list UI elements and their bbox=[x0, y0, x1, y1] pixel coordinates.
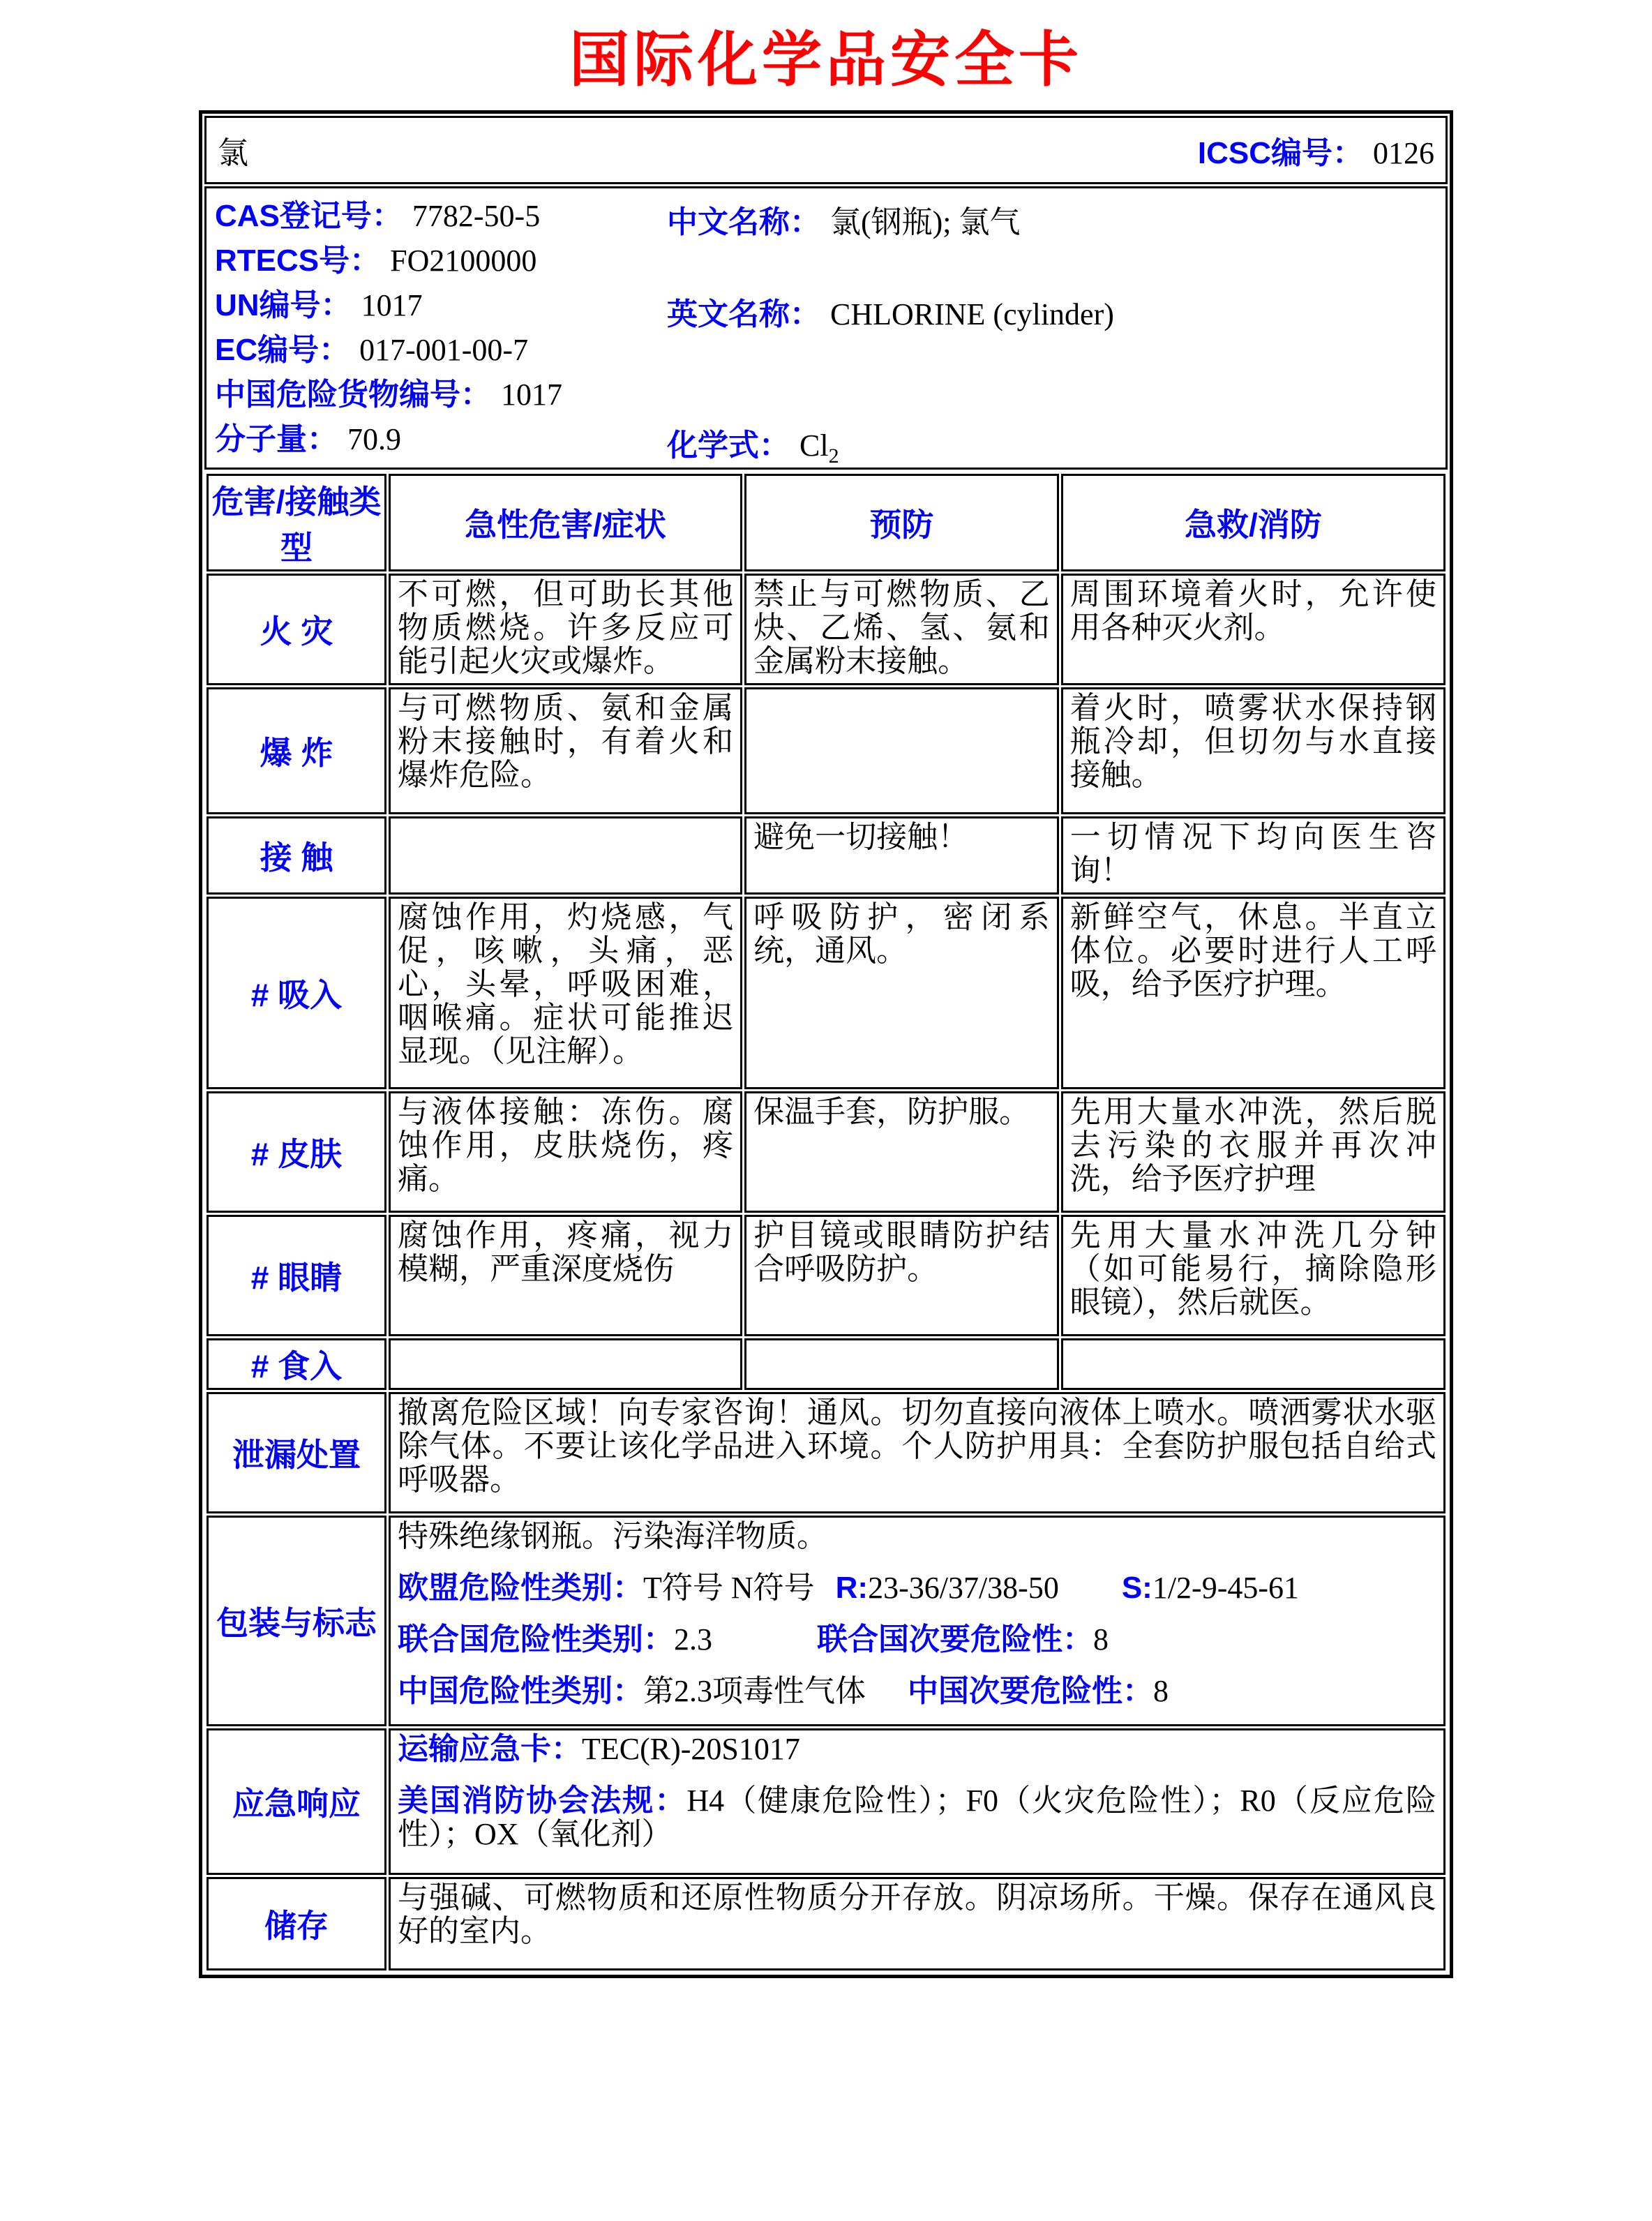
storage-row bbox=[206, 1877, 1446, 1971]
eyes-symptoms-cell: 腐蚀作用，疼痛，视力模糊，严重深度烧伤 bbox=[389, 1215, 742, 1336]
ingestion-row-label: # 食入 bbox=[206, 1338, 386, 1390]
cas-number-label: CAS登记号： bbox=[215, 199, 403, 233]
skin-row bbox=[206, 1091, 1446, 1213]
packaging-row bbox=[206, 1516, 1446, 1726]
eyes-row-label: # 眼睛 bbox=[206, 1215, 386, 1336]
china-subsidiary-risk-value: 8 bbox=[1152, 1674, 1169, 1708]
fire-row-label: 火 灾 bbox=[206, 574, 386, 685]
english-name-value: CHLORINE (cylinder) bbox=[830, 297, 1114, 331]
skin-response-cell: 先用大量水冲洗，然后脱去污染的衣服并再次冲洗，给予医疗护理 bbox=[1061, 1091, 1446, 1213]
explosion-response-cell: 着火时，喷雾状水保持钢瓶冷却，但切勿与水直接接触。 bbox=[1061, 687, 1446, 814]
formula-subscript: 2 bbox=[828, 444, 839, 468]
nfpa-code-line bbox=[398, 1784, 1436, 1851]
fire-response-cell: 周围环境着火时，允许使用各种灭火剂。 bbox=[1061, 574, 1446, 685]
rtecs-number-value: FO2100000 bbox=[390, 244, 537, 278]
icsc-number-box bbox=[1198, 128, 1434, 172]
fire-symptoms-cell: 不可燃，但可助长其他物质燃烧。许多反应可能引起火灾或爆炸。 bbox=[389, 574, 742, 685]
transport-emergency-card-line bbox=[398, 1733, 1436, 1766]
chemical-formula-line bbox=[667, 420, 839, 468]
explosion-row-label: 爆 炸 bbox=[206, 687, 386, 814]
header-hazard-type: 危害/接触类型 bbox=[206, 474, 386, 571]
chinese-name-line bbox=[667, 197, 1021, 241]
ec-number-label: EC编号： bbox=[215, 333, 350, 367]
packaging-line-cylinder: 特殊绝缘钢瓶。污染海洋物质。 bbox=[397, 1519, 827, 1553]
nfpa-code-value: H4（健康危险性）；F0（火灾危险性）；R0（反应危险性）；OX（氧化剂） bbox=[397, 1783, 1437, 1851]
un-number-value: 1017 bbox=[361, 288, 423, 322]
packaging-row-label: 包装与标志 bbox=[206, 1516, 386, 1726]
icsc-number-value: 0126 bbox=[1373, 136, 1434, 170]
r-phrases-label: R: bbox=[835, 1571, 869, 1605]
spill-row-label: 泄漏处置 bbox=[206, 1392, 386, 1513]
header-acute-symptoms: 急性危害/症状 bbox=[389, 474, 742, 571]
emergency-response-row bbox=[206, 1728, 1446, 1875]
s-phrases-value: 1/2-9-45-61 bbox=[1152, 1571, 1300, 1605]
china-dangerous-goods-number-label: 中国危险货物编号： bbox=[215, 377, 491, 412]
hazard-header-row bbox=[206, 474, 1446, 571]
spill-row bbox=[206, 1392, 1446, 1513]
china-dangerous-goods-number-value: 1017 bbox=[501, 377, 562, 412]
header-prevention: 预防 bbox=[744, 474, 1059, 571]
ec-number-value: 017-001-00-7 bbox=[359, 333, 529, 367]
china-hazard-class-label: 中国危险性类别： bbox=[397, 1674, 643, 1708]
page-title: 国际化学品安全卡 bbox=[569, 27, 1083, 94]
eu-hazard-symbols: T符号 N符号 bbox=[643, 1571, 815, 1605]
explosion-symptoms-cell: 与可燃物质、氨和金属粉末接触时，有着火和爆炸危险。 bbox=[389, 687, 742, 814]
molecular-weight-label: 分子量： bbox=[215, 422, 338, 456]
fire-prevention-cell: 禁止与可燃物质、乙炔、乙烯、氢、氨和金属粉末接触。 bbox=[744, 574, 1059, 685]
china-dangerous-goods-number-line bbox=[215, 373, 1437, 417]
english-name-line bbox=[667, 289, 1114, 334]
chemical-formula-label: 化学式： bbox=[667, 428, 790, 463]
header-first-aid-fire: 急救/消防 bbox=[1061, 474, 1446, 571]
spill-text-cell: 撤离危险区域！向专家咨询！通风。切勿直接向液体上喷水。喷洒雾状水驱除气体。不要让该化学品进入环境。个人防护用具：全套防护服包括自给式呼吸器。 bbox=[389, 1392, 1446, 1513]
ec-number-line bbox=[215, 328, 1437, 373]
contact-response-cell: 一切情况下均向医生咨询！ bbox=[1061, 816, 1446, 895]
explosion-row bbox=[206, 687, 1446, 814]
cas-number-value: 7782-50-5 bbox=[412, 199, 541, 233]
inhalation-row-label: # 吸入 bbox=[206, 897, 386, 1089]
ingestion-response-cell bbox=[1061, 1338, 1446, 1390]
fire-row bbox=[206, 574, 1446, 685]
eyes-response-cell: 先用大量水冲洗几分钟（如可能易行，摘除隐形眼镜），然后就医。 bbox=[1061, 1215, 1446, 1336]
nfpa-code-label: 美国消防协会法规： bbox=[397, 1783, 687, 1818]
storage-row-label: 储存 bbox=[206, 1877, 386, 1971]
emergency-response-text-cell bbox=[389, 1728, 1446, 1875]
eyes-prevention-cell: 护目镜或眼睛防护结合呼吸防护。 bbox=[744, 1215, 1059, 1336]
s-phrases-label: S: bbox=[1121, 1571, 1152, 1605]
un-number-label: UN编号： bbox=[215, 288, 352, 322]
storage-text-cell: 与强碱、可燃物质和还原性物质分开存放。阴凉场所。干燥。保存在通风良好的室内。 bbox=[389, 1877, 1446, 1971]
transport-emergency-card-label: 运输应急卡： bbox=[397, 1732, 582, 1766]
hazard-table bbox=[204, 472, 1448, 1973]
contact-symptoms-cell bbox=[389, 816, 742, 895]
packaging-line-cn bbox=[398, 1675, 1436, 1708]
explosion-prevention-cell bbox=[744, 687, 1059, 814]
packaging-line-eu bbox=[398, 1571, 1436, 1605]
un-subsidiary-risk-value: 8 bbox=[1092, 1622, 1109, 1657]
un-hazard-class-value: 2.3 bbox=[673, 1622, 712, 1657]
english-name-label: 英文名称： bbox=[667, 297, 820, 331]
chinese-name-label: 中文名称： bbox=[667, 205, 820, 239]
rtecs-number-line bbox=[215, 239, 1437, 283]
skin-symptoms-cell: 与液体接触：冻伤。腐蚀作用，皮肤烧伤，疼痛。 bbox=[389, 1091, 742, 1213]
inhalation-response-cell: 新鲜空气，休息。半直立体位。必要时进行人工呼吸，给予医疗护理。 bbox=[1061, 897, 1446, 1089]
transport-emergency-card-value: TEC(R)-20S1017 bbox=[581, 1732, 800, 1766]
chemical-formula-value bbox=[799, 428, 839, 468]
contact-row-label: 接 触 bbox=[206, 816, 386, 895]
eu-hazard-class-label: 欧盟危险性类别： bbox=[397, 1571, 643, 1605]
ingestion-symptoms-cell bbox=[389, 1338, 742, 1390]
packaging-text-cell bbox=[389, 1516, 1446, 1726]
r-phrases-value: 23-36/37/38-50 bbox=[868, 1571, 1059, 1605]
icsc-number-label: ICSC编号： bbox=[1197, 136, 1363, 170]
name-header-row bbox=[204, 116, 1448, 184]
inhalation-row bbox=[206, 897, 1446, 1089]
inhalation-prevention-cell: 呼吸防护，密闭系统，通风。 bbox=[744, 897, 1059, 1089]
eyes-row bbox=[206, 1215, 1446, 1336]
formula-base: Cl bbox=[799, 428, 829, 463]
identification-block bbox=[204, 186, 1448, 470]
molecular-weight-value: 70.9 bbox=[347, 422, 401, 456]
contact-prevention-cell: 避免一切接触！ bbox=[744, 816, 1059, 895]
rtecs-number-label: RTECS号： bbox=[215, 244, 381, 278]
un-hazard-class-label: 联合国危险性类别： bbox=[397, 1622, 674, 1657]
ingestion-prevention-cell bbox=[744, 1338, 1059, 1390]
skin-prevention-cell: 保温手套，防护服。 bbox=[744, 1091, 1059, 1213]
china-hazard-class-value: 第2.3项毒性气体 bbox=[643, 1674, 866, 1708]
icsc-card bbox=[199, 110, 1453, 1978]
skin-row-label: # 皮肤 bbox=[206, 1091, 386, 1213]
un-subsidiary-risk-label: 联合国次要危险性： bbox=[816, 1622, 1093, 1657]
chinese-name-value: 氯(钢瓶); 氯气 bbox=[830, 205, 1021, 239]
emergency-response-row-label: 应急响应 bbox=[206, 1728, 386, 1875]
chemical-name: 氯 bbox=[218, 136, 248, 170]
packaging-line-un bbox=[398, 1623, 1436, 1657]
inhalation-symptoms-cell: 腐蚀作用，灼烧感，气促，咳嗽，头痛，恶心，头晕，呼吸困难，咽喉痛。症状可能推迟显现。（见注解）。 bbox=[389, 897, 742, 1089]
contact-row bbox=[206, 816, 1446, 895]
ingestion-row bbox=[206, 1338, 1446, 1390]
china-subsidiary-risk-label: 中国次要危险性： bbox=[907, 1674, 1153, 1708]
